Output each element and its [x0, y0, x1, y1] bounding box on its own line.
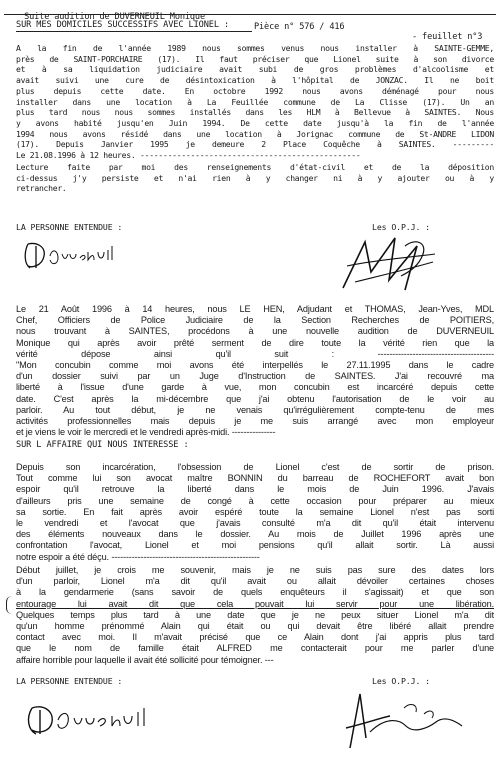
text-line: Début juillet, je crois me souvenir, mais je ne suis pas sure des dates lors — [16, 565, 494, 575]
text-line: affaire horrible pour laquelle il avait été sollicité pour témoigner. --- — [16, 654, 274, 665]
text-line: espoir qu'il retrouve la liberté dans le mois de Juin 1996. J'avais — [16, 484, 494, 495]
text-line: contact avec moi. Il m'avait précisé que ce Alain dont j'ai appris plus tard — [16, 632, 494, 643]
header-subject: Suite audition de DUVERNEUIL Monique — [24, 12, 205, 22]
text-line: Quelques temps plus tard à une date que je ne peux situer Lionel m'a dit — [16, 609, 494, 620]
text-line: Depuis son incarcération, l'obsession de Lionel c'est de sortir de prison. — [16, 462, 494, 472]
signature-label-opj: Les O.P.J. : — [372, 222, 430, 232]
signature-label-opj-2: Les O.P.J. : — [372, 676, 430, 686]
text-line: et à sa liquidation judiciaire avait subi de gros problèmes d'alcoolisme et — [16, 64, 494, 75]
paragraph-affaire-1 — [16, 462, 494, 563]
text-line: ci-dessus j'y persiste et n'ai rien à y changer ni à y ajouter ou à y — [16, 172, 494, 183]
text-line: avait suivi une cure de désintoxication à l'hôpital de JONZAC. Il ne boit — [16, 75, 494, 86]
text-line: des éléments nouveaux dans le dossier. Au mois de Juillet 1996 après une — [16, 529, 494, 540]
section-title-underline — [16, 31, 252, 32]
text-line: nous trouvant à SAINTES, procédons à une nouvelle audition de DUVERNEUIL — [16, 326, 494, 337]
text-line: que le nom de famille était ALFRED me contacterait pour me parler d'une — [16, 643, 494, 654]
paragraph-domiciles — [16, 43, 494, 161]
text-line: qu'un homme prénommé Alain qui était ou qui devait être libéré allait prendre — [16, 621, 494, 632]
text-line: installer dans une location à La Feuillée commune de La Clisse (17). Un an — [16, 96, 494, 107]
header-piece: Pièce n° 576 / 416 — [254, 22, 345, 32]
text-line: date. C'est après la mi-décembre que j'ai obtenu l'autorisation de le voir au — [16, 393, 494, 404]
section-title-domiciles: SUR MES DOMICILES SUCCESSIFS AVEC LIONEL : — [16, 20, 230, 30]
text-line: plus tard nous nous sommes installés dans les HLM à Bellevue à SAINTES. Nous — [16, 107, 494, 118]
text-line: y avons habité jusqu'en Juin 1994. De cette date jusqu'à la fin de l'année — [16, 117, 494, 128]
text-line: activités professionnelles mais depuis je me suis arrangé avec mon employeur — [16, 416, 494, 427]
paragraph-affaire-2 — [16, 565, 494, 666]
text-line: le vendredi et l'avocat que j'avais consulté m'a dit qu'il était intervenu — [16, 518, 494, 529]
text-line: "Mon concubin comme moi avons été interpellés le 27.11.1995 dans le cadre — [16, 360, 494, 371]
text-line: vérité dépose ainsi qu'il suit : ---------------------------------------- — [16, 348, 494, 359]
text-line: (17). Depuis Janvier 1995 je demeure 2 Place Coquêche à SAINTES. --------- — [16, 139, 494, 150]
text-line: d'un parloir, Lionel m'a dit qu'il avait ou allait dévoiler certaines choses — [16, 576, 494, 587]
text-line: et je viens le voir le mercredi et le vendredi après-midi. --------------- — [16, 427, 276, 438]
text-line: A la fin de l'année 1989 nous sommes venus nous installer à SAINTE-GEMME, — [16, 43, 494, 53]
signature-opj-1 — [335, 232, 445, 294]
signature-person-1 — [22, 238, 132, 274]
paragraph-opening — [16, 304, 494, 438]
text-line: Le 21.08.1996 à 12 heures. ------------------------------------------------ — [16, 150, 361, 161]
text-line: d'un dossier suivi par un Juge d'Instruction de SAINTES. J'ai recouvré ma — [16, 371, 494, 382]
paragraph-lecture — [16, 162, 494, 194]
text-line: d'ailleurs pris une semaine de congé à cette occasion pour préparer au mieux — [16, 495, 494, 506]
text-line: Le 21 Août 1996 à 14 heures, nous LE HEN, Adjudant et THOMAS, Jean-Yves, MDL — [16, 304, 494, 314]
text-line: confrontation l'avocat, Lionel et moi pensions qu'il allait sortir. Là aussi — [16, 540, 494, 551]
signature-person-2 — [24, 700, 174, 740]
text-line: notre espoir a été déçu. --------------------------------------------------- — [16, 551, 260, 562]
header-rule — [4, 14, 496, 15]
text-line: entourage lui avait dit que cela pouvait lui servir pour une libération. — [16, 598, 494, 609]
text-line: à la gendarmerie (sans savoir de quels enquêteurs il s'agissait) et que son — [16, 587, 494, 598]
text-line: 1994 nous avons résidé dans une location à Jorignac commune de St-ANDRE LIDON — [16, 128, 494, 139]
text-line: sa sortie. En fait après avoir espéré toute la semaine Lionel n'est pas sorti — [16, 506, 494, 517]
signature-label-person-2: LA PERSONNE ENTENDUE : — [16, 676, 123, 686]
section-title-affaire: SUR L AFFAIRE QUI NOUS INTERESSE : — [16, 440, 189, 450]
signature-label-person: LA PERSONNE ENTENDUE : — [16, 222, 123, 232]
signature-opj-2 — [340, 688, 470, 754]
text-line: Monique qui après avoir prêté serment de dire toute la vérité rien que la — [16, 337, 494, 348]
text-line: liberté à l'issue d'une garde à vue, mon concubin est incarcéré depuis cette — [16, 382, 494, 393]
text-line: Chef, Officiers de Police Judiciaire de la Section Recherches de POITIERS, — [16, 315, 494, 326]
margin-bracket — [6, 596, 13, 614]
text-line: Tout comme lui son avocat maître BONNIN du barreau de ROCHEFORT avait bon — [16, 473, 494, 484]
text-line: retrancher. — [16, 183, 67, 194]
text-line: près de SAINT-PORCHAIRE (17). Il faut préciser que Lionel suite à son divorce — [16, 53, 494, 64]
header-feuillet: - feuillet n°3 — [412, 32, 483, 42]
text-line: parloir. Au tout début, je ne venais qu'irrégulièrement compte-tenu de mes — [16, 404, 494, 415]
text-line: Lecture faite par moi des renseignements d'état-civil et de la déposition — [16, 162, 494, 172]
text-line: plus depuis cette date. En octobre 1992 nous avons déménagé pour nous — [16, 85, 494, 96]
